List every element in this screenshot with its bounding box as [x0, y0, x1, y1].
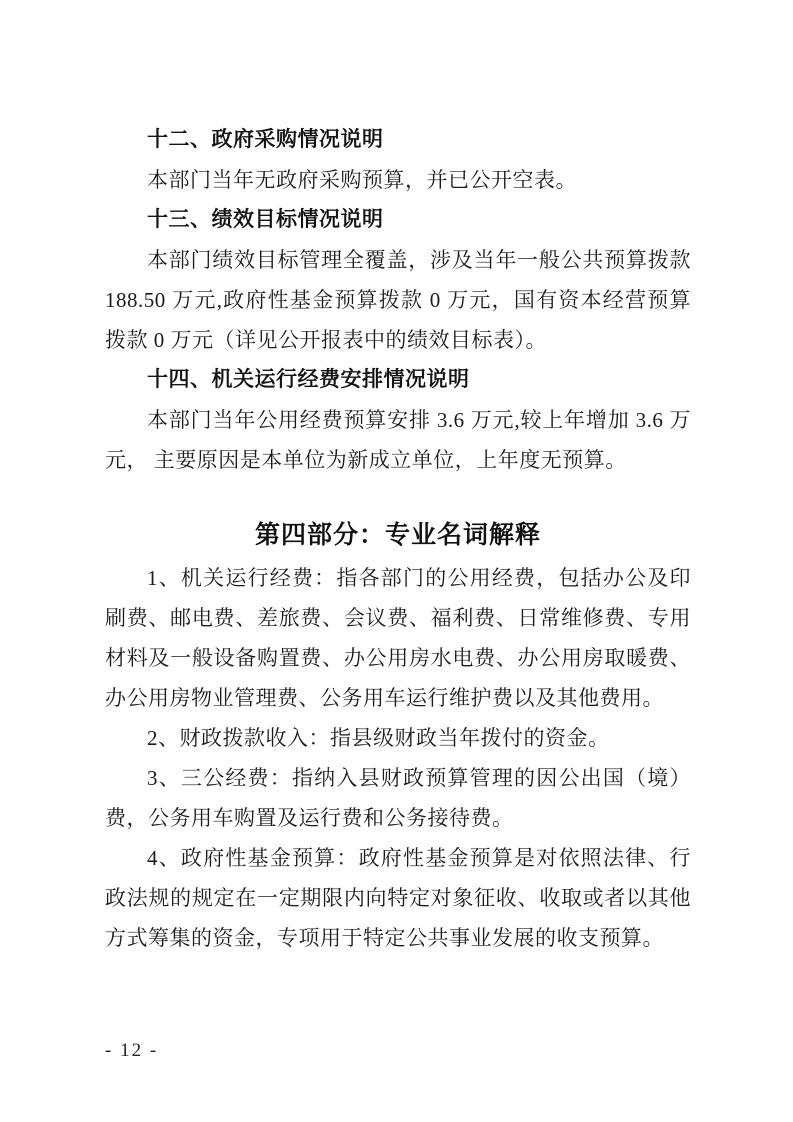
page-number: - 12 -: [105, 1040, 159, 1061]
section-heading-12: 十二、政府采购情况说明: [147, 128, 384, 151]
section-paragraph-12: 本部门当年无政府采购预算，并已公开空表。: [147, 168, 577, 192]
term-definition-1: 1、机关运行经费：指各部门的公用经费，包括办公及印刷费、邮电费、差旅费、会议费、福利费、日常维修费、专用材料及一般设备购置费、办公用房水电费、办公用房取暖费、办公用房物业管理费、公务用车运行维护费以及其他费用。: [105, 566, 691, 710]
section-heading-14: 十四、机关运行经费安排情况说明: [147, 368, 470, 391]
section-heading-13: 十三、绩效目标情况说明: [147, 208, 384, 231]
term-definition-4: 4、政府性基金预算：政府性基金预算是对依照法律、行政法规的规定在一定期限内向特定对象征收、收取或者以其他方式筹集的资金，专项用于特定公共事业发展的收支预算。: [105, 846, 691, 950]
part-four-title: 第四部分：专业名词解释: [254, 522, 541, 549]
section-paragraph-14: 本部门当年公用经费预算安排 3.6 万元,较上年增加 3.6 万元， 主要原因是本单位为新成立单位，上年度无预算。: [105, 408, 691, 472]
section-paragraph-13: 本部门绩效目标管理全覆盖，涉及当年一般公共预算拨款 188.50 万元,政府性基金预算拨款 0 万元，国有资本经营预算拨款 0 万元（详见公开报表中的绩效目标表）。: [105, 248, 691, 352]
term-definition-3: 3、三公经费：指纳入县财政预算管理的因公出国（境）费，公务用车购置及运行费和公务接待费。: [105, 766, 691, 830]
term-definition-2: 2、财政拨款收入：指县级财政当年拨付的资金。: [147, 726, 610, 750]
document-content: [105, 120, 691, 958]
